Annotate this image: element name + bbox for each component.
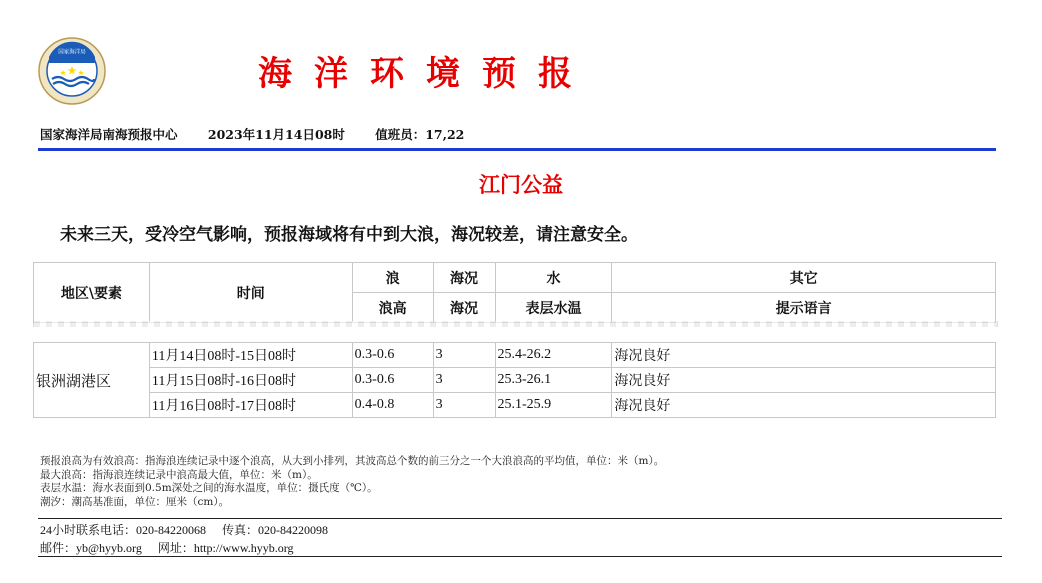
note-wave-height: 预报浪高为有效浪高：指海浪连续记录中逐个浪高，从大到小排列，其波高总个数的前三分之一个大浪浪高的平均值，单位：米（m）。: [40, 455, 665, 467]
center-name: 国家海洋局南海预报中心: [40, 127, 178, 142]
issue-date: 2023年11月14日08时: [207, 127, 345, 142]
header-info: [40, 125, 490, 143]
header-wave: 浪: [352, 263, 433, 293]
note-max-wave: 最大浪高：指海浪连续记录中浪高最大值，单位：米（m）。: [40, 468, 318, 481]
sea-state-cell: 3: [433, 343, 495, 368]
note-surface-temp: 表层水温：海水表面到0.5m深处之间的海水温度，单位：摄氏度（℃）。: [40, 482, 378, 494]
water-temp-cell: 25.1-25.9: [495, 393, 612, 418]
wave-height-cell: 0.3-0.6: [352, 368, 433, 393]
wave-height-cell: 0.4-0.8: [352, 393, 433, 418]
soa-logo: [38, 37, 106, 105]
header-region: 地区\要素: [34, 263, 150, 323]
contact-rule-top: [38, 518, 1002, 519]
hint-cell: 海况良好: [612, 368, 996, 393]
time-cell: 11月14日08时-15日08时: [149, 343, 352, 368]
header-hint: 提示语言: [612, 293, 996, 323]
water-temp-cell: 25.4-26.2: [495, 343, 612, 368]
page-title: 海洋环境预报: [258, 54, 594, 94]
duty-staff: 值班员：17,22: [375, 127, 465, 142]
forecast-summary: 未来三天，受冷空气影响，预报海域将有中到大浪，海况较差，请注意安全。: [60, 225, 638, 245]
hint-cell: 海况良好: [612, 393, 996, 418]
header-sea-state: 海况: [433, 263, 495, 293]
contact-fax: 传真：020-84220098: [222, 523, 328, 537]
header-water: 水: [495, 263, 612, 293]
header-rule: [38, 148, 996, 151]
table-divider: [33, 321, 998, 327]
contact-website[interactable]: 网址：http://www.hyyb.org: [157, 541, 294, 555]
table-row: [34, 368, 996, 393]
contact-phone: 24小时联系电话：020-84220068: [40, 523, 206, 537]
header-surface-temp: 表层水温: [495, 293, 612, 323]
header-sea-state-2: 海况: [433, 293, 495, 323]
time-cell: 11月15日08时-16日08时: [149, 368, 352, 393]
wave-height-cell: 0.3-0.6: [352, 343, 433, 368]
header-wave-height: 浪高: [352, 293, 433, 323]
contact-rule-bottom: [38, 556, 1002, 557]
contact-line-1: [40, 521, 328, 538]
region-cell: 银洲湖港区: [34, 343, 150, 418]
hint-cell: 海况良好: [612, 343, 996, 368]
sea-state-cell: 3: [433, 368, 495, 393]
forecast-table: [33, 342, 996, 418]
contact-email[interactable]: 邮件：yb@hyyb.org: [40, 541, 142, 555]
water-temp-cell: 25.3-26.1: [495, 368, 612, 393]
header-time: 时间: [149, 263, 352, 323]
contact-line-2: [40, 539, 294, 556]
note-tide: 潮汐：潮高基准面，单位：厘米（cm）。: [40, 495, 230, 508]
sea-state-cell: 3: [433, 393, 495, 418]
table-row: [34, 343, 996, 368]
header-other: 其它: [612, 263, 996, 293]
notes: [40, 455, 664, 509]
logo-text: 国家海洋局: [58, 49, 86, 56]
table-row: [34, 393, 996, 418]
station-name: 江门公益: [479, 172, 563, 197]
time-cell: 11月16日08时-17日08时: [149, 393, 352, 418]
table-header: [33, 262, 996, 323]
